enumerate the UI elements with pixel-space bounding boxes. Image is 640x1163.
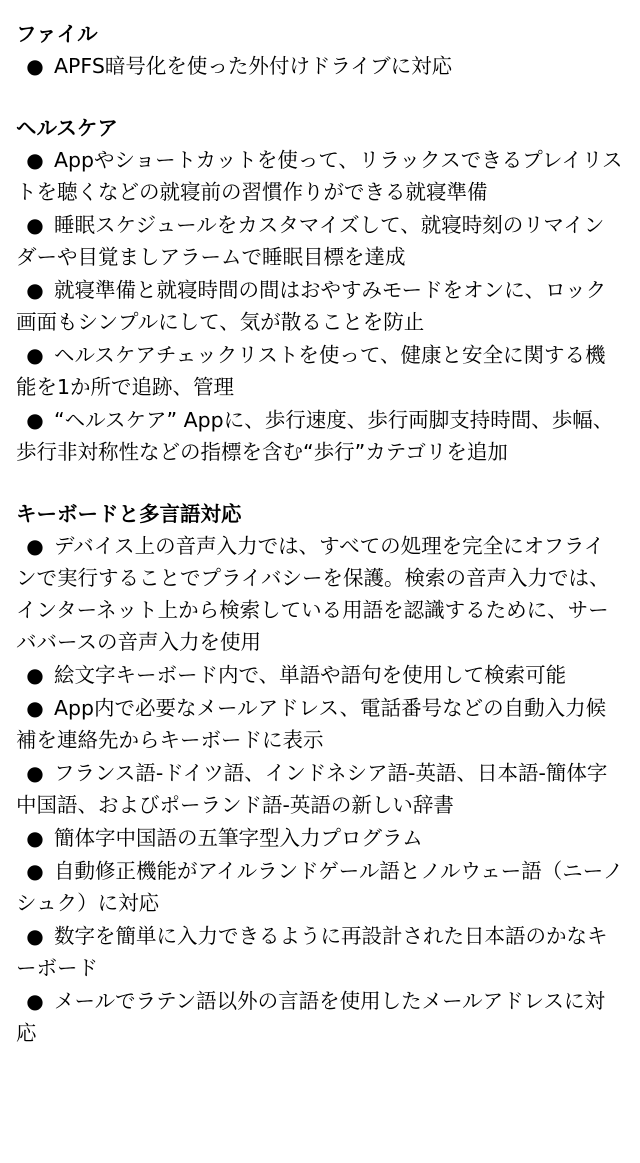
feature-list [16, 530, 624, 1049]
list-item [16, 855, 624, 919]
list-item-text: ヘルスケアチェックリストを使って、健康と安全に関する機能を1か所で追跡、管理 [16, 343, 606, 399]
list-item-text: 簡体字中国語の五筆字型入力プログラム [54, 826, 423, 850]
list-item [16, 757, 624, 821]
list-item [16, 50, 624, 82]
bullet-icon: ● [26, 213, 44, 237]
list-item-text: 就寝準備と就寝時間の間はおやすみモードをオンに、ロック画面もシンプルにして、気が散ることを防止 [16, 278, 607, 334]
section-keyboard-languages [16, 498, 624, 1049]
feature-list [16, 144, 624, 468]
list-item [16, 144, 624, 208]
bullet-icon: ● [26, 663, 44, 687]
list-item-text: “ヘルスケア” Appに、歩行速度、歩行両脚支持時間、歩幅、歩行非対称性などの指標を含む“歩行”カテゴリを追加 [16, 408, 614, 464]
list-item [16, 274, 624, 338]
list-item [16, 985, 624, 1049]
list-item-text: 数字を簡単に入力できるように再設計された日本語のかなキーボード [16, 924, 608, 980]
section-files [16, 18, 624, 82]
list-item-text: Appやショートカットを使って、リラックスできるプレイリストを聴くなどの就寝前の習慣作りができる就寝準備 [16, 148, 623, 204]
list-item [16, 339, 624, 403]
bullet-icon: ● [26, 761, 44, 785]
list-item [16, 920, 624, 984]
section-title: キーボードと多言語対応 [16, 502, 242, 526]
list-item-text: メールでラテン語以外の言語を使用したメールアドレスに対応 [16, 989, 606, 1045]
list-item [16, 822, 624, 854]
bullet-icon: ● [26, 826, 44, 850]
list-item [16, 530, 624, 658]
list-item-text: App内で必要なメールアドレス、電話番号などの自動入力候補を連絡先からキーボードに表示 [16, 696, 607, 752]
bullet-icon: ● [26, 534, 44, 558]
bullet-icon: ● [26, 989, 44, 1013]
bullet-icon: ● [26, 148, 44, 172]
bullet-icon: ● [26, 408, 44, 432]
feature-list [16, 50, 624, 82]
list-item-text: APFS暗号化を使った外付けドライブに対応 [54, 54, 453, 78]
bullet-icon: ● [26, 859, 44, 883]
list-item-text: 睡眠スケジュールをカスタマイズして、就寝時刻のリマインダーや目覚ましアラームで睡眠目標を達成 [16, 213, 605, 269]
list-item [16, 692, 624, 756]
list-item-text: フランス語-ドイツ語、インドネシア語-英語、日本語-簡体字中国語、およびポーランド語-英語の新しい辞書 [16, 761, 608, 817]
section-title: ヘルスケア [16, 116, 118, 140]
bullet-icon: ● [26, 54, 44, 78]
list-item [16, 404, 624, 468]
bullet-icon: ● [26, 278, 44, 302]
list-item-text: 自動修正機能がアイルランドゲール語とノルウェー語（ニーノシュク）に対応 [16, 859, 624, 915]
list-item [16, 659, 624, 691]
bullet-icon: ● [26, 924, 44, 948]
section-health [16, 112, 624, 468]
list-item [16, 209, 624, 273]
list-item-text: 絵文字キーボード内で、単語や語句を使用して検索可能 [54, 663, 567, 687]
list-item-text: デバイス上の音声入力では、すべての処理を完全にオフラインで実行することでプライバシーを保護。検索の音声入力では、インターネット上から検索している用語を認識するために、サーババースの音声入力を使用 [16, 534, 610, 654]
bullet-icon: ● [26, 343, 44, 367]
bullet-icon: ● [26, 696, 44, 720]
section-title: ファイル [16, 22, 98, 46]
